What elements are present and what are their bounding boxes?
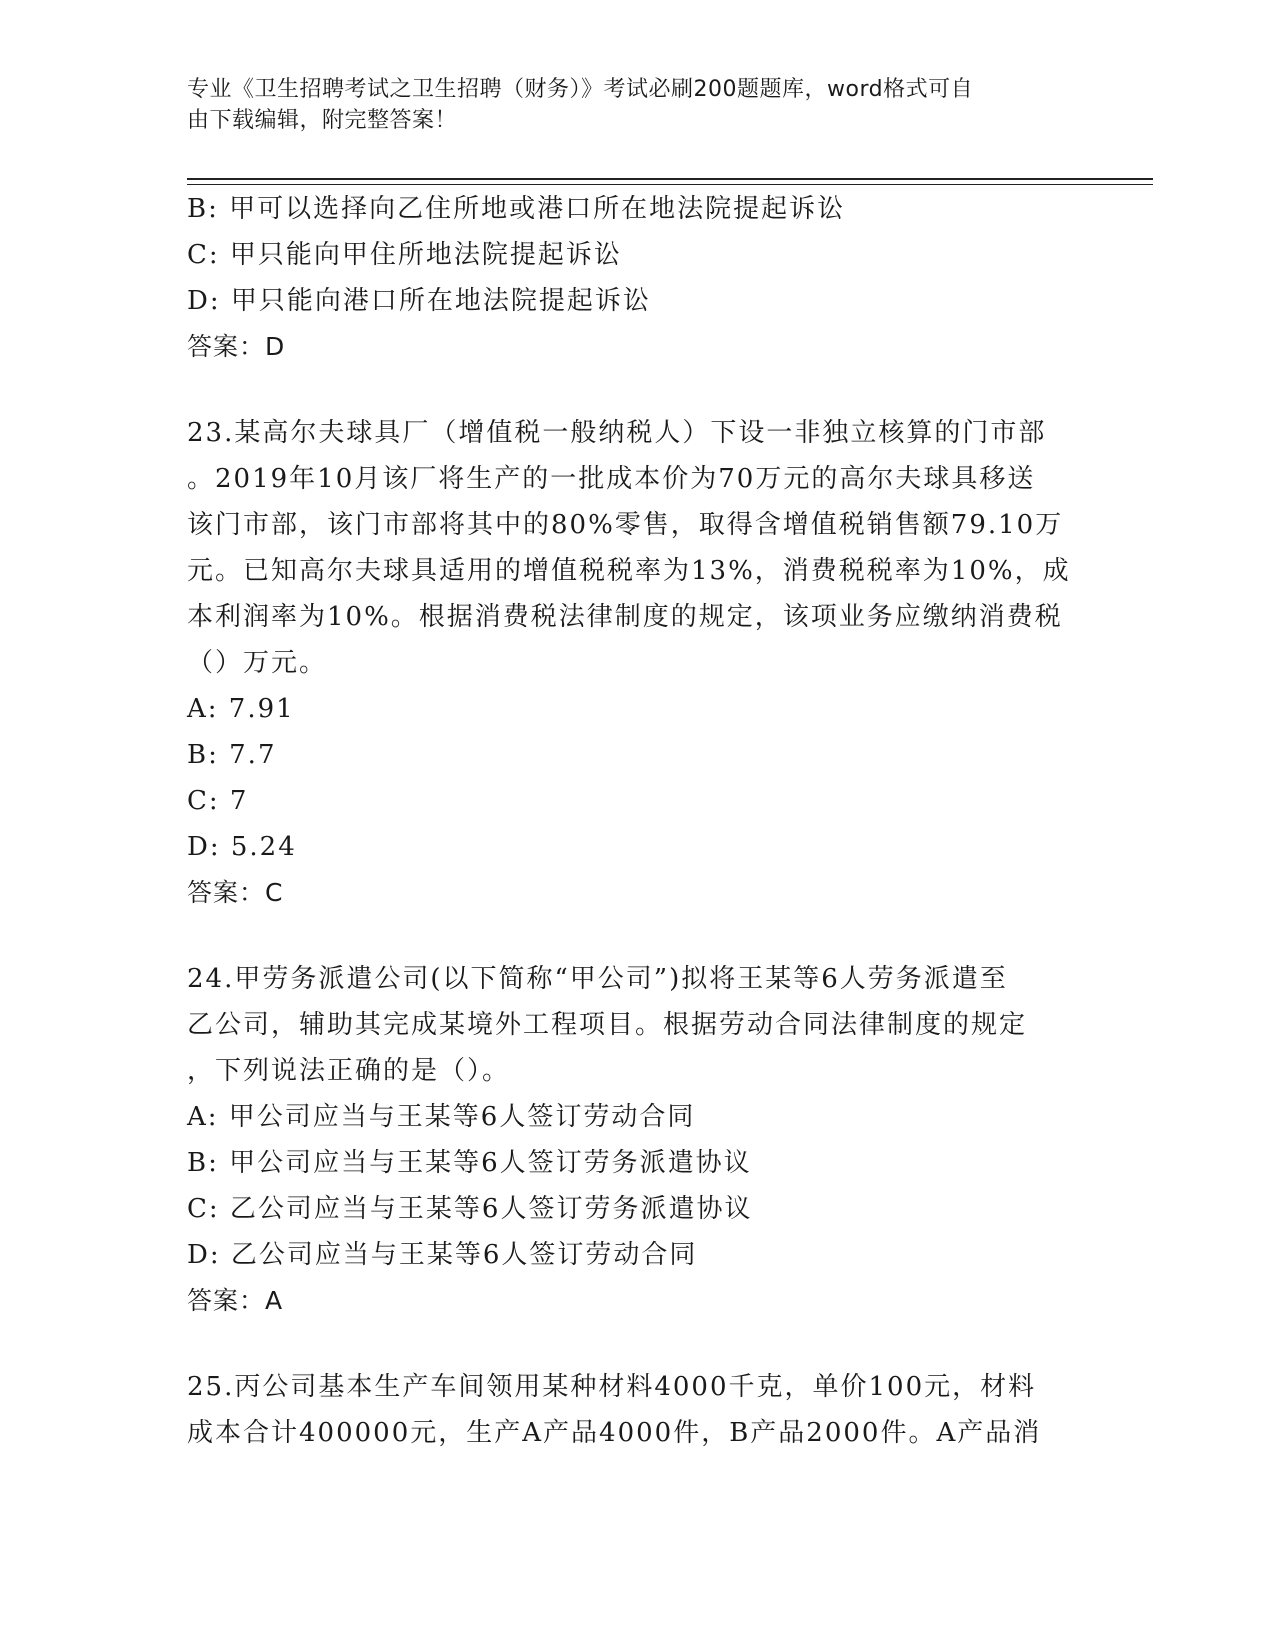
answer: 答案：A <box>187 1286 284 1315</box>
question-stem-line: 成本合计400000元，生产A产品4000件，B产品2000件。A产品消 <box>187 1418 1042 1448</box>
option-b: B: 7.7 <box>187 740 277 770</box>
question-stem-line: 元。已知高尔夫球具适用的增值税税率为13%，消费税税率为10%，成 <box>187 556 1071 586</box>
option-a: A: 甲公司应当与王某等6人签订劳动合同 <box>187 1102 696 1132</box>
question-25 <box>187 1364 1087 1456</box>
option-c: C: 7 <box>187 786 249 816</box>
question-23 <box>187 410 1087 916</box>
option-a: A: 7.91 <box>187 694 295 724</box>
question-stem-line: 本利润率为10%。根据消费税法律制度的规定，该项业务应缴纳消费税 <box>187 602 1063 632</box>
document-header <box>187 74 1067 136</box>
header-line-2: 由下载编辑，附完整答案！ <box>187 108 458 133</box>
question-22-continued <box>187 186 1087 370</box>
option-b: B: 甲可以选择向乙住所地或港口所在地法院提起诉讼 <box>187 194 846 224</box>
question-stem-line: 24.甲劳务派遣公司(以下简称“甲公司”)拟将王某等6人劳务派遣至 <box>187 964 1008 994</box>
option-d: D: 甲只能向港口所在地法院提起诉讼 <box>187 286 651 316</box>
question-24 <box>187 956 1087 1324</box>
option-d: D: 5.24 <box>187 832 297 862</box>
question-stem-line: 该门市部，该门市部将其中的80%零售，取得含增值税销售额79.10万 <box>187 510 1064 540</box>
option-c: C: 甲只能向甲住所地法院提起诉讼 <box>187 240 622 270</box>
header-line-1: 专业《卫生招聘考试之卫生招聘（财务）》考试必刷200题题库，word格式可自 <box>187 77 974 102</box>
question-stem-line: 乙公司，辅助其完成某境外工程项目。根据劳动合同法律制度的规定 <box>187 1010 1028 1040</box>
answer: 答案：C <box>187 878 284 907</box>
header-divider-thin <box>187 184 1153 185</box>
option-d: D: 乙公司应当与王某等6人签订劳动合同 <box>187 1240 698 1270</box>
option-c: C: 乙公司应当与王某等6人签订劳务派遣协议 <box>187 1194 753 1224</box>
question-stem-line: 23.某高尔夫球具厂（增值税一般纳税人）下设一非独立核算的门市部 <box>187 418 1047 448</box>
question-stem-line: （）万元。 <box>187 648 328 678</box>
question-stem-line: 。2019年10月该厂将生产的一批成本价为70万元的高尔夫球具移送 <box>187 464 1036 494</box>
option-b: B: 甲公司应当与王某等6人签订劳务派遣协议 <box>187 1148 752 1178</box>
header-divider-thick <box>187 178 1153 180</box>
document-body <box>187 186 1087 1456</box>
answer: 答案：D <box>187 332 286 361</box>
question-stem-line: 25.丙公司基本生产车间领用某种材料4000千克，单价100元，材料 <box>187 1372 1037 1402</box>
question-stem-line: ，下列说法正确的是（）。 <box>187 1056 511 1086</box>
